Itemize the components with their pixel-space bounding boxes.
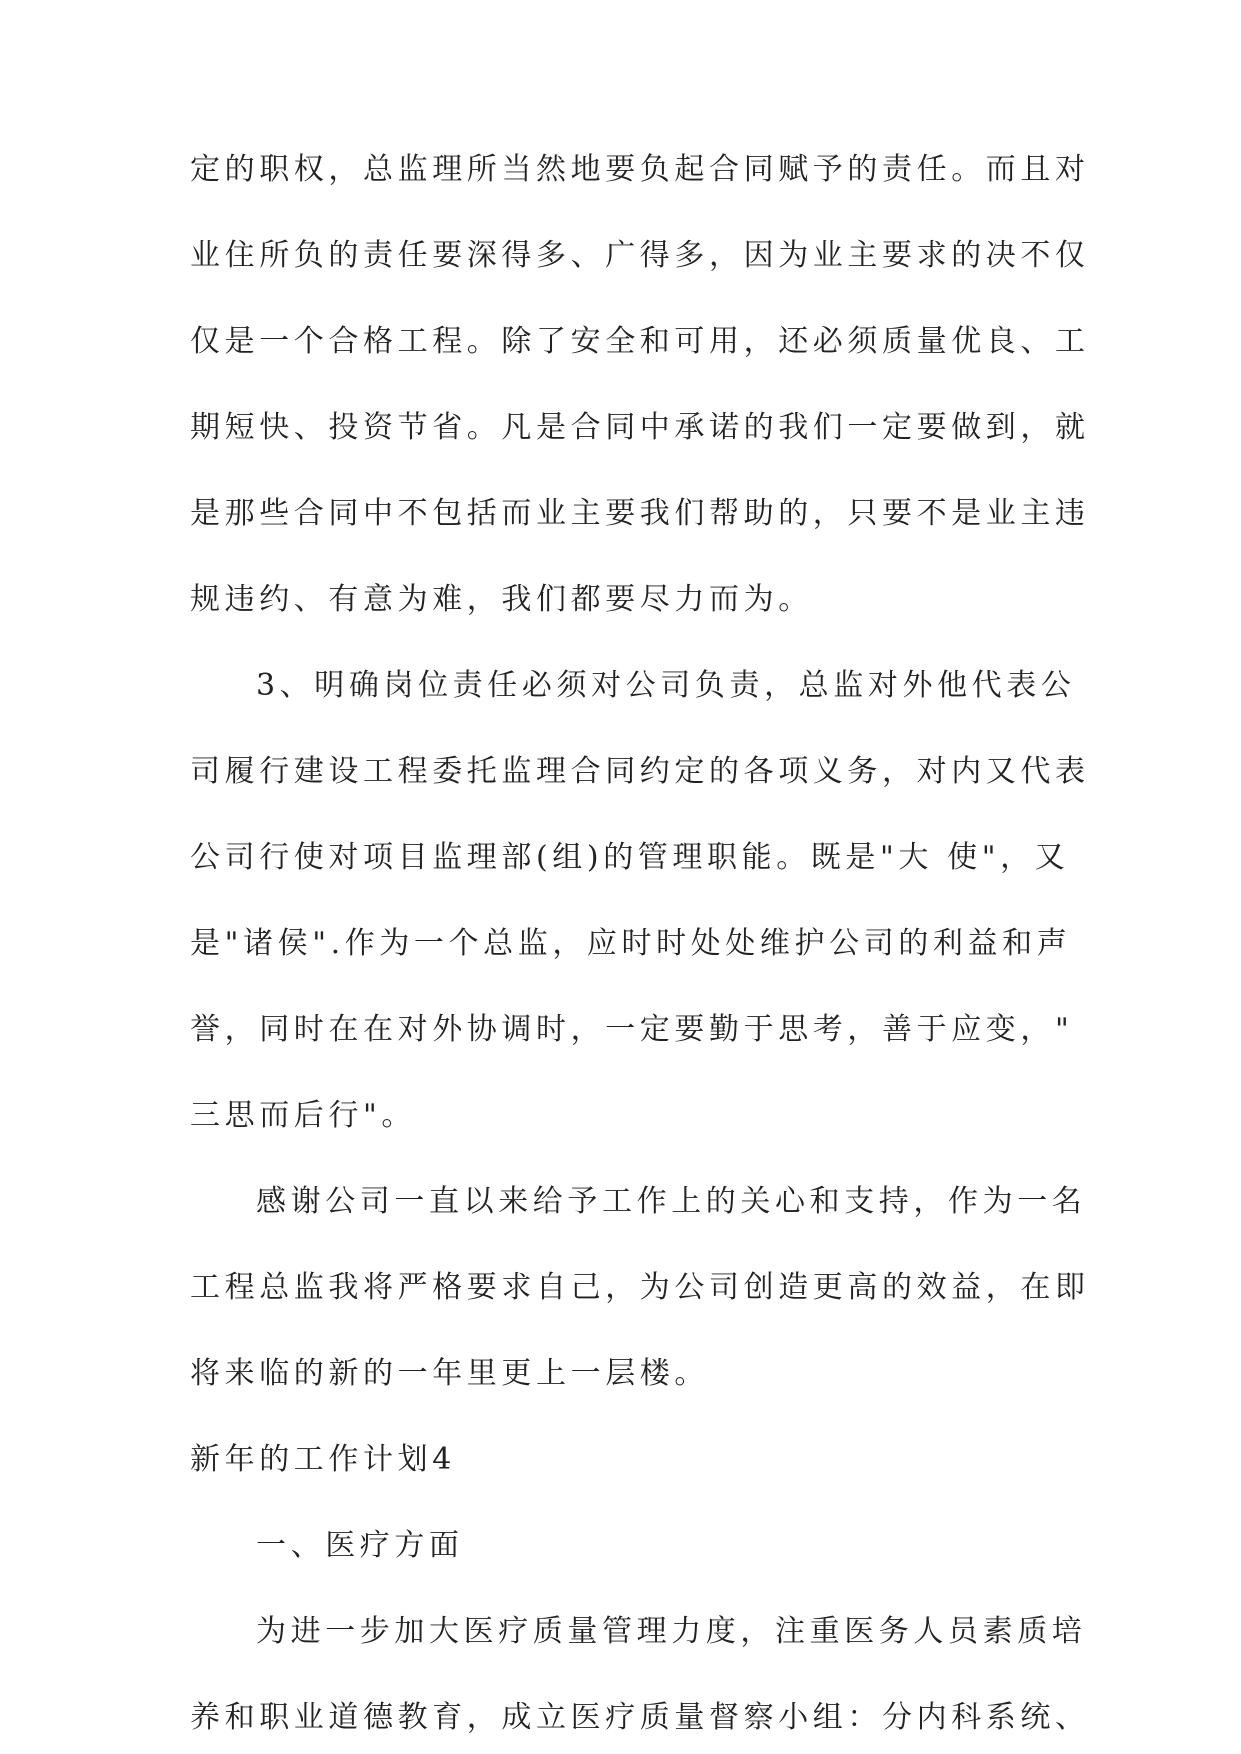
section-heading: 新年的工作计划4: [190, 1442, 456, 1477]
paragraph-first-line: 感谢公司一直以来给予工作上的关心和支持，作为一名: [256, 1184, 1087, 1219]
text-line: 是"诸侯".作为一个总监，应时时处处维护公司的利益和声: [190, 926, 1072, 961]
text-line: 公司行使对项目监理部(组)的管理职能。既是"大 使"，又: [190, 840, 1070, 875]
text-line: 三思而后行"。: [190, 1098, 416, 1133]
text-line: 期短快、投资节省。凡是合同中承诺的我们一定要做到，就: [190, 410, 1090, 445]
text-line: 规违约、有意为难，我们都要尽力而为。: [190, 582, 813, 617]
text-line: 司履行建设工程委托监理合同约定的各项义务，对内又代表: [190, 754, 1090, 789]
paragraph-first-line: 3、明确岗位责任必须对公司负责，总监对外他代表公: [256, 668, 1076, 703]
text-line: 养和职业道德教育，成立医疗质量督察小组：分内科系统、: [190, 1700, 1090, 1735]
text-line: 是那些合同中不包括而业主要我们帮助的，只要不是业主违: [190, 496, 1090, 531]
text-line: 工程总监我将严格要求自己，为公司创造更高的效益，在即: [190, 1270, 1090, 1305]
text-line: 仅是一个合格工程。除了安全和可用，还必须质量优良、工: [190, 324, 1090, 359]
text-line: 定的职权，总监理所当然地要负起合同赋予的责任。而且对: [190, 152, 1090, 187]
subsection-heading: 一、医疗方面: [256, 1528, 464, 1563]
text-line: 将来临的新的一年里更上一层楼。: [190, 1356, 709, 1391]
paragraph-first-line: 为进一步加大医疗质量管理力度，注重医务人员素质培: [256, 1614, 1087, 1649]
text-line: 誉，同时在在对外协调时，一定要勤于思考，善于应变，": [190, 1012, 1074, 1047]
text-line: 业住所负的责任要深得多、广得多，因为业主要求的决不仅: [190, 238, 1090, 273]
